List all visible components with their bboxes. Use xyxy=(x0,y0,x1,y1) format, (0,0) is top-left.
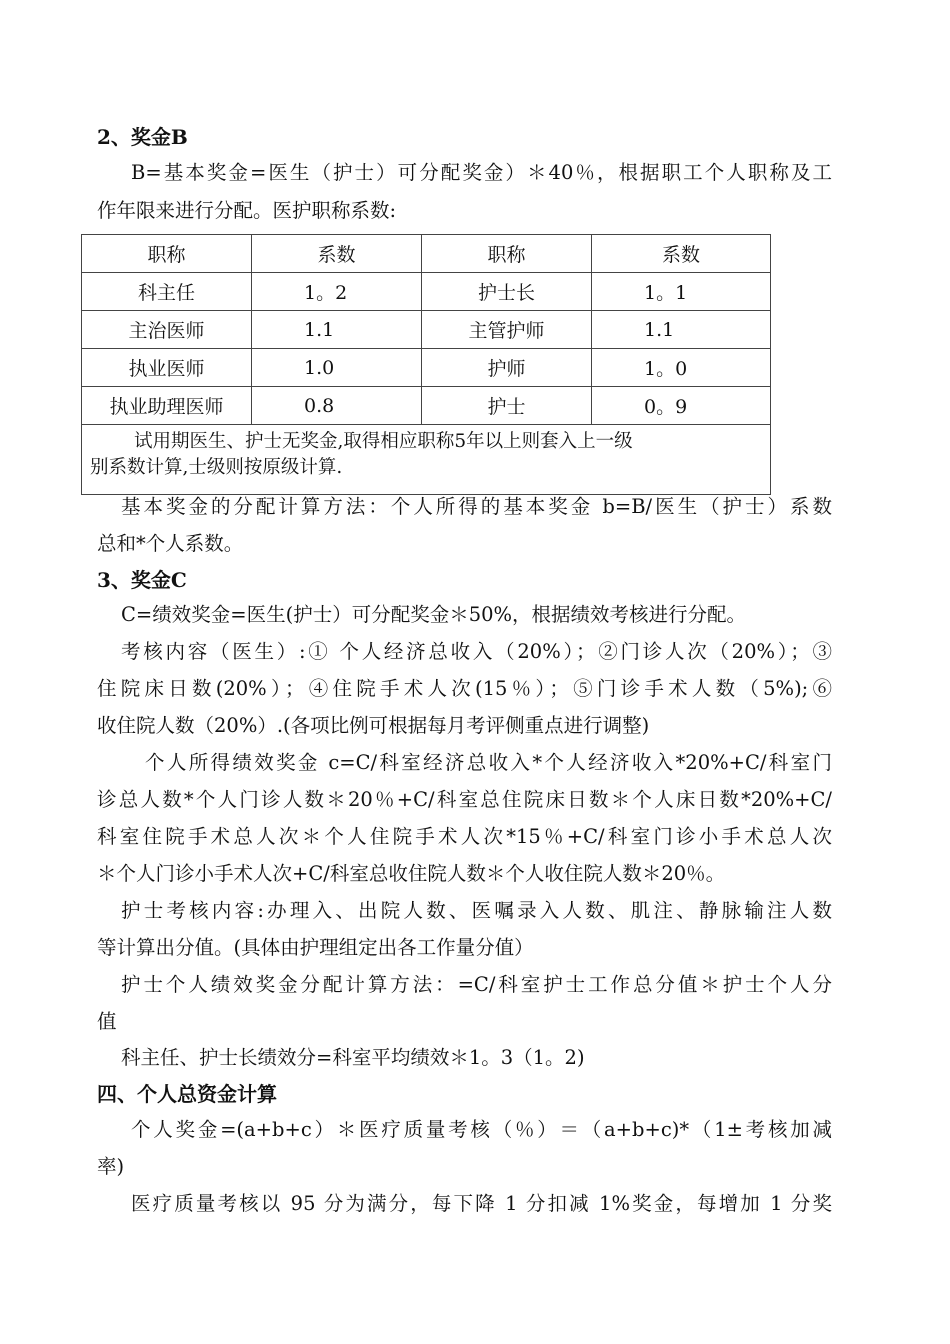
table-cell: 1.0 xyxy=(252,349,422,387)
table-header-cell: 职称 xyxy=(82,235,252,273)
nurse-items-line2: 等计算出分值。(具体由护理组定出各工作量分值） xyxy=(97,936,534,959)
table-cell: 1。0 xyxy=(592,349,771,387)
table-row xyxy=(82,311,771,349)
table-cell: 1。1 xyxy=(592,273,771,311)
formula-line1: 个人所得绩效奖金 c=C/科室经济总收入*个人经济收入*20%+C/科室门 xyxy=(145,751,832,774)
section-b-intro-line1: B=基本奖金=医生（护士）可分配奖金）＊40％，根据职工个人职称及工 xyxy=(131,161,832,184)
table-note-cell xyxy=(82,425,771,495)
section-b-intro-line2: 作年限来进行分配。医护职称系数: xyxy=(97,199,397,222)
table-row xyxy=(82,273,771,311)
table-cell: 护士长 xyxy=(422,273,592,311)
calc-b-line1: 基本奖金的分配计算方法：个人所得的基本奖金 b=B/医生（护士）系数 xyxy=(121,495,832,518)
table-cell: 护士 xyxy=(422,387,592,425)
table-cell: 护师 xyxy=(422,349,592,387)
head-score-line: 科主任、护士长绩效分=科室平均绩效＊1。3（1。2) xyxy=(121,1046,585,1069)
doctor-items-line3: 收住院人数（20%）.(各项比例可根据每月考评侧重点进行调整) xyxy=(97,714,650,737)
table-cell: 主管护师 xyxy=(422,311,592,349)
calc-b-line2: 总和*个人系数。 xyxy=(97,532,244,555)
section-4-heading: 四、个人总资金计算 xyxy=(97,1082,277,1106)
formula-line3: 科室住院手术总人次＊个人住院手术人次*15％+C/科室门诊小手术总人次 xyxy=(97,825,832,848)
formula-line4: ＊个人门诊小手术人次+C/科室总收住院人数＊个人收住院人数＊20％。 xyxy=(97,862,726,885)
table-cell: 执业医师 xyxy=(82,349,252,387)
formula-line2: 诊总人数*个人门诊人数＊20％+C/科室总住院床日数＊个人床日数*20%+C/ xyxy=(97,788,832,811)
nurse-calc-line1: 护士个人绩效奖金分配计算方法：=C/科室护士工作总分值＊护士个人分 xyxy=(121,973,832,996)
table-note-row xyxy=(82,425,771,495)
section-4-line1: 个人奖金=(a+b+c）＊医疗质量考核（％）＝（a+b+c)*（1±考核加减 xyxy=(131,1118,832,1141)
table-header-cell: 系数 xyxy=(252,235,422,273)
table-row xyxy=(82,387,771,425)
table-cell: 0。9 xyxy=(592,387,771,425)
table-cell: 1.1 xyxy=(592,311,771,349)
table-cell: 1.1 xyxy=(252,311,422,349)
section-4-line2: 率) xyxy=(97,1155,125,1178)
table-note-line1: 试用期医生、护士无奖金,取得相应职称5年以上则套入上一级 xyxy=(134,431,633,452)
section-c-heading: 3、奖金C xyxy=(97,568,187,592)
section-b-heading: 2、奖金B xyxy=(97,125,188,149)
doctor-items-line1: 考核内容（医生）:① 个人经济总收入（20%）；②门诊人次（20%）；③ xyxy=(121,640,832,663)
coefficient-table xyxy=(81,234,771,495)
table-header-cell: 系数 xyxy=(592,235,771,273)
section-4-line3: 医疗质量考核以 95 分为满分，每下降 1 分扣减 1%奖金，每增加 1 分奖 xyxy=(131,1192,832,1215)
table-header-row xyxy=(82,235,771,273)
nurse-items-line1: 护士考核内容:办理入、出院人数、医嘱录入人数、肌注、静脉输注人数 xyxy=(121,899,832,922)
table-row xyxy=(82,349,771,387)
section-c-line1: C=绩效奖金=医生(护士）可分配奖金＊50%，根据绩效考核进行分配。 xyxy=(121,603,747,626)
table-header-cell: 职称 xyxy=(422,235,592,273)
nurse-calc-line2: 值 xyxy=(97,1010,117,1033)
table-cell: 执业助理医师 xyxy=(82,387,252,425)
doctor-items-line2: 住院床日数(20%）；④住院手术人次(15％）；⑤门诊手术人数（5%);⑥ xyxy=(97,677,832,700)
table-note-line2: 别系数计算,士级则按原级计算. xyxy=(90,457,343,478)
table-cell: 主治医师 xyxy=(82,311,252,349)
table-cell: 0.8 xyxy=(252,387,422,425)
table-cell: 1。2 xyxy=(252,273,422,311)
table-cell: 科主任 xyxy=(82,273,252,311)
